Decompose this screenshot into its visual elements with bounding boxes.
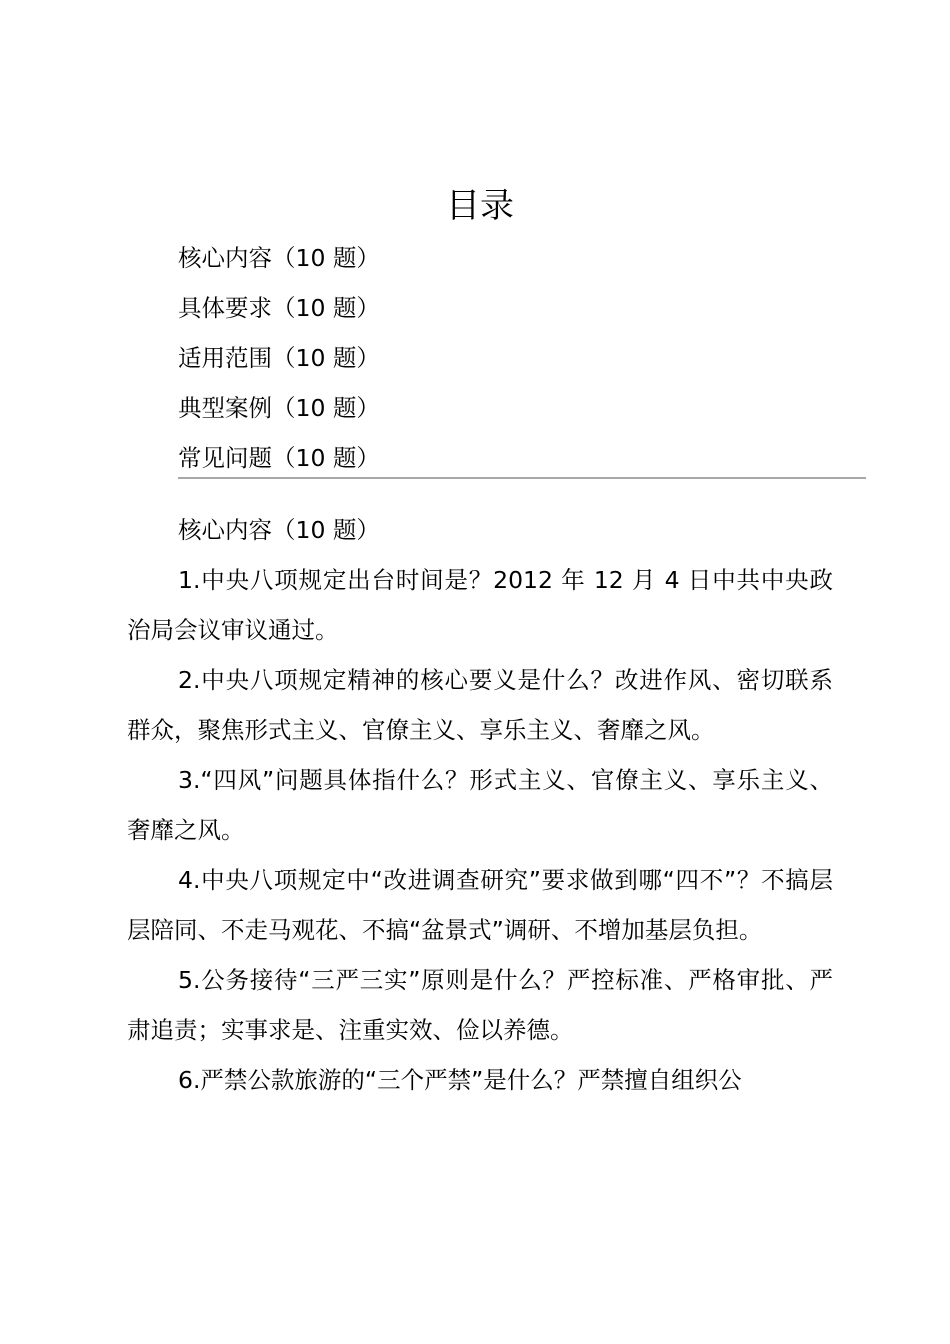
toc-item-core-content[interactable]: 核心内容（10 题） (178, 244, 380, 272)
qa-item-3: 3.“四风”问题具体指什么？形式主义、官僚主义、享乐主义、奢靡之风。 (127, 766, 833, 844)
qa-item-6: 6.严禁公款旅游的“三个严禁”是什么？严禁擅自组织公 (178, 1066, 742, 1094)
toc-item-specific-requirements[interactable]: 具体要求（10 题） (178, 294, 380, 322)
toc-item-common-questions[interactable]: 常见问题（10 题） (178, 444, 380, 472)
qa-item-1: 1.中央八项规定出台时间是？2012 年 12 月 4 日中共中央政治局会议审议通过。 (127, 566, 833, 644)
qa-item-2: 2.中央八项规定精神的核心要义是什么？改进作风、密切联系群众，聚焦形式主义、官僚主义、享乐主义、奢靡之风。 (127, 666, 833, 744)
toc-list (178, 233, 380, 483)
section-heading: 核心内容（10 题） (178, 516, 380, 544)
toc-title: 目录 (446, 186, 514, 226)
toc-item-typical-cases[interactable]: 典型案例（10 题） (178, 394, 380, 422)
toc-divider (178, 477, 866, 479)
toc-item-scope[interactable]: 适用范围（10 题） (178, 344, 380, 372)
qa-item-4: 4.中央八项规定中“改进调查研究”要求做到哪“四不”？不搞层层陪同、不走马观花、不搞“盆景式”调研、不增加基层负担。 (127, 866, 833, 944)
qa-body (127, 555, 833, 1105)
qa-item-5: 5.公务接待“三严三实”原则是什么？严控标准、严格审批、严肃追责；实事求是、注重实效、俭以养德。 (127, 966, 833, 1044)
